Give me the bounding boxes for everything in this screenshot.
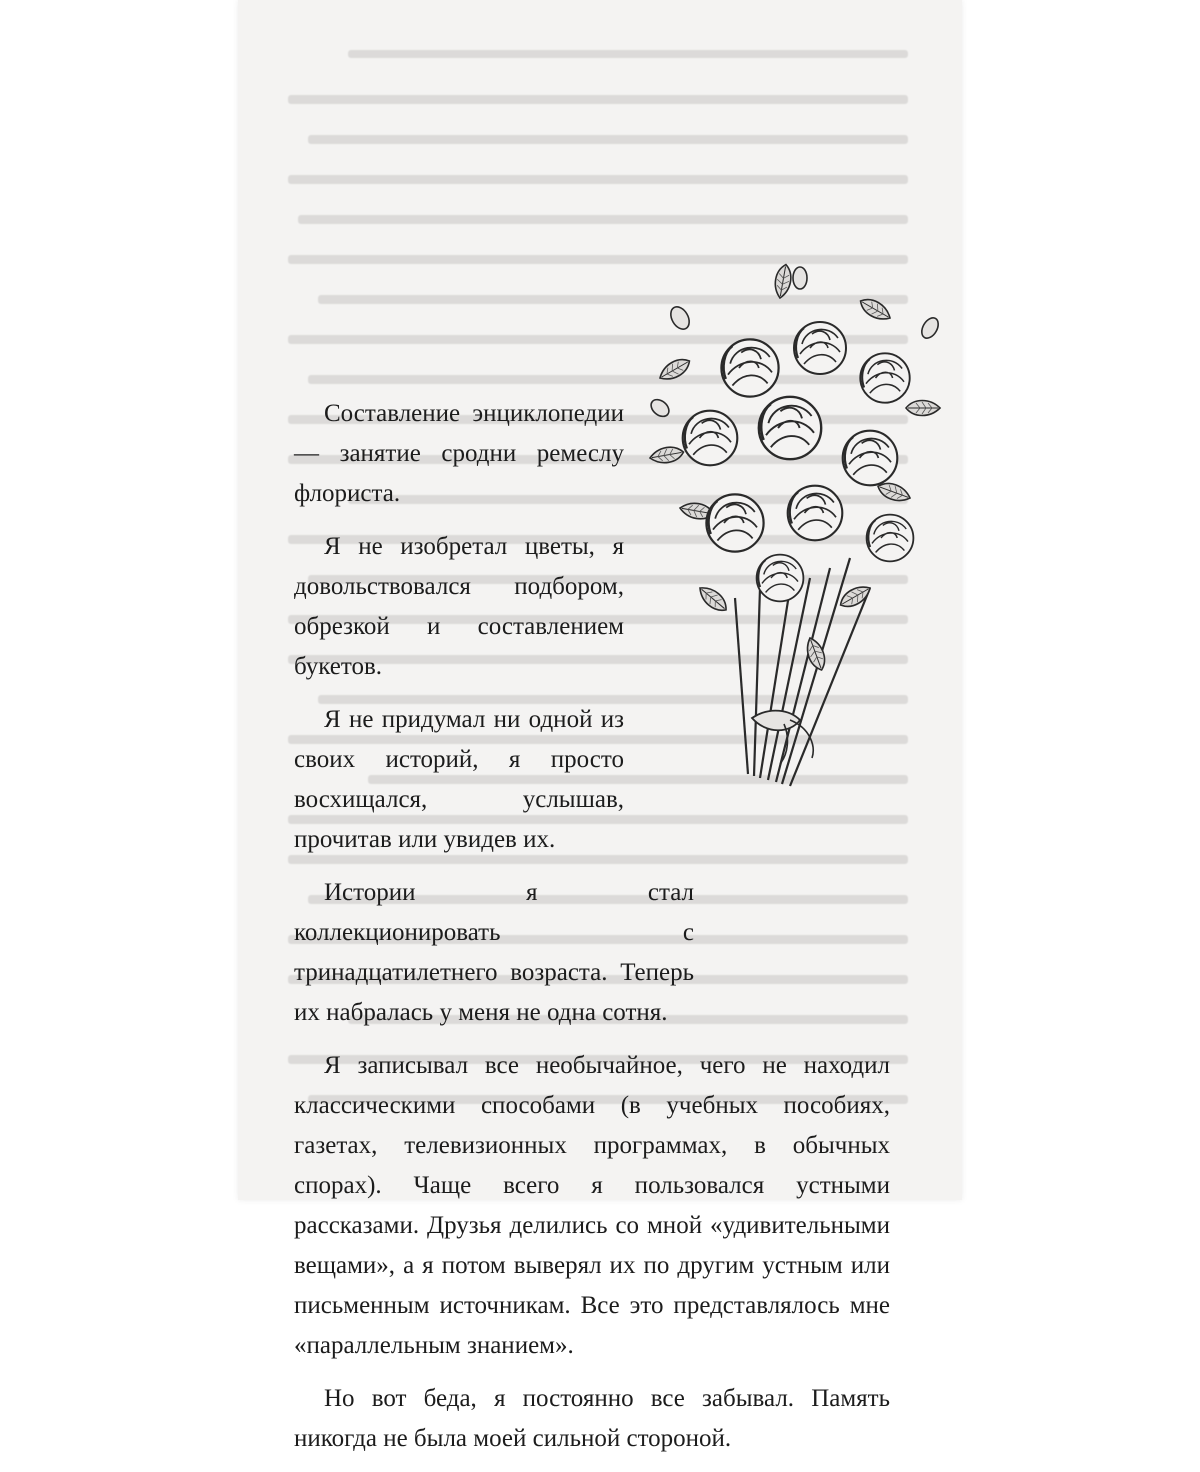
paragraph: Составление энциклопедии — занятие сродни ремеслу флориста. <box>294 400 624 507</box>
paragraph: Я записывал все необычайное, чего не находил классическими способами (в учебных пособиях, газетах, телевизионных программах, в обычных спорах). Чаще всего я пользовался устными рассказами. Друзья делились со мной «удивительными вещами», а я потом выверял их по другим устным или письменным источникам. Все это представлялось мне «параллельным знанием». <box>294 1052 890 1359</box>
book-page <box>238 0 962 1452</box>
page-body-text <box>294 394 890 1472</box>
paragraph: Истории я стал коллекционировать с тринадцатилетнего возраста. Теперь их набралась у меня не одна сотня. <box>294 879 694 1026</box>
paragraph: Но вот беда, я постоянно все забывал. Память никогда не была моей сильной стороной. <box>294 1385 890 1452</box>
paragraph: Я не придумал ни одной из своих историй, я просто восхищался, услышав, прочитав или увидев их. <box>294 706 624 853</box>
paragraph: Я не изобретал цветы, я довольствовался подбором, обрезкой и составлением букетов. <box>294 533 624 680</box>
